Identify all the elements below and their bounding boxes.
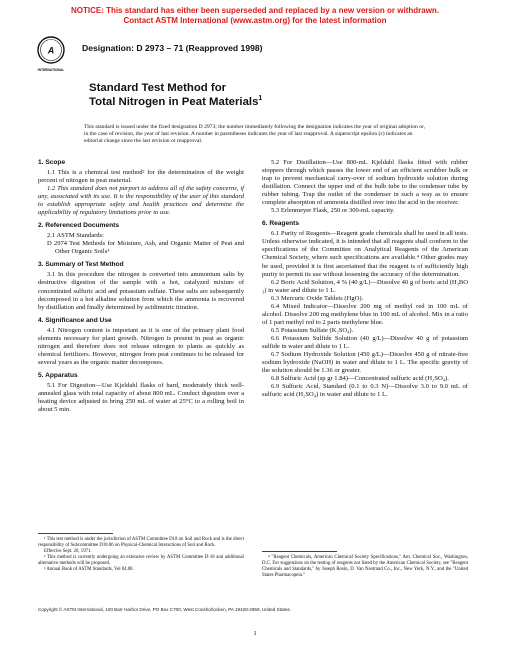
paragraph-6-3: 6.3 Mercuric Oxide Tablets (HgO).: [271, 294, 364, 302]
footnote-4: ⁴ "Reagent Chemicals, American Chemical Society Specifications," Am. Chemical Soc., Washington, D.C. For suggestions on the testing of reagents not listed by the American Chemical Society, see "Reagent Chemicals and Standards," by Joseph Rosin, D. Van Nostrand Co., Inc., New York, N.Y., and the "United States Pharmacopeia.": [262, 555, 468, 578]
paragraph-4-1: 4.1 Nitrogen content is important as it is one of the primary plant food elements necessary for plant growth. Nitrogen is present in peat as organic nitrogen and therefore does not release nitrogen to plants as quickly as chemical fertilizers. However, nitrogen from peat continues to be released for several years as the organic matter decomposes.: [38, 326, 244, 366]
right-column: [262, 159, 468, 399]
left-column: [38, 159, 244, 414]
footnote-rule-left: [38, 533, 113, 534]
footnote-1: ¹ This test method is under the jurisdiction of ASTM Committee D18 on Soil and Rock and is the direct responsibility of Subcommittee D18.06 on Physical-Chemical Interactions of Soil and Rock.: [38, 537, 244, 548]
notice-line-2: Contact ASTM International (www.astm.org) for the latest information: [123, 16, 387, 25]
section-heading-scope: 1. Scope: [38, 159, 66, 166]
section-heading-significance: 4. Significance and Use: [38, 316, 112, 324]
page-number: 1: [253, 630, 257, 637]
footnotes-left: [38, 537, 244, 573]
paragraph-6-1: 6.1 Purity of Reagents—Reagent grade chemicals shall be used in all tests. Unless otherwise indicated, it is intended that all reagents shall conform to the specifications of the Committee on Analytical Reagents of the American Chemical Society, where such specifications are available.⁴ Other grades may be used, provided it is first ascertained that the reagent is of sufficiently high purity to permit its use without lessening the accuracy of the determination.: [262, 230, 468, 278]
paragraph-5-3: 5.3 Erlenmeyer Flask, 250 or 300-mL capacity.: [271, 207, 395, 215]
notice-line-1: NOTICE: This standard has either been superseded and replaced by a new version or withdrawn.: [70, 6, 440, 15]
footnote-rule-right: [262, 551, 337, 552]
reference-d2974: D 2974 Test Methods for Moisture, Ash, and Organic Matter of Peat and Other Organic Soils³: [47, 240, 244, 256]
document-title: [89, 82, 262, 109]
section-heading-referenced-documents: 2. Referenced Documents: [38, 222, 119, 230]
paragraph-6-5: 6.5 Potassium Sulfate (K₂SO₄).: [271, 326, 354, 334]
paragraph-6-4: 6.4 Mixed Indicator—Dissolve 200 mg of methyl red in 100 mL of alcohol. Dissolve 200 mg methylene blue in 100 mL of alcohol. Mix in a ratio of 1 part methyl red to 2 parts methylene blue.: [262, 302, 468, 326]
withdrawn-notice: [0, 6, 510, 26]
footnote-3: ³ Annual Book of ASTM Standards, Vol 04.08.: [44, 567, 134, 572]
footnote-2: ² This method is currently undergoing an extensive review by ASTM Committee D-18 and additional alternative methods will be proposed.: [38, 555, 244, 566]
section-heading-reagents: 6. Reagents: [262, 220, 300, 228]
title-footnote-mark: 1: [258, 94, 263, 102]
paragraph-6-8: 6.8 Sulfuric Acid (sp gr 1.84)—Concentrated sulfuric acid (H₂SO₄).: [271, 375, 449, 383]
copyright-line: Copyright © ASTM International, 100 Barr Harbor Drive, PO Box C700, West Conshohocken, PA 19428-2959, United States.: [38, 607, 291, 612]
paragraph-1-1: 1.1 This is a chemical test method² for the determination of the weight percent of nitrogen in peat material.: [38, 169, 244, 185]
footnote-1-effective: Effective Sept. 20, 1971.: [44, 549, 92, 554]
svg-text:A: A: [47, 45, 55, 56]
title-line-2: [89, 96, 262, 110]
title-line-1: Standard Test Method for: [89, 82, 227, 94]
issuance-note: This standard is issued under the fixed designation D 2973; the number immediately following the designation indicates the year of original adoption or, in the case of revision, the year of last revision. A number in parentheses indicates the year of last reapproval. A superscript epsilon (ε) indicates an editorial change since the last revision or reapproval.: [84, 124, 426, 145]
paragraph-3-1: 3.1 In this procedure the nitrogen is converted into ammonium salts by destructive digestion of the sample with a hot, catalyzed mixture of concentrated sulfuric acid and potassium sulfate. These salts are subsequently decomposed in a hot alkaline solution from which the ammonia is recovered by distillation and finally determined by acidimetric titration.: [38, 271, 244, 311]
logo-text: INTERNATIONAL: [37, 68, 65, 72]
paragraph-1-2: 1.2 This standard does not purport to address all of the safety concerns, if any, associated with its use. It is the responsibility of the user of this standard to establish appropriate safety and health practices and determine the applicability of regulatory limitations prior to use.: [38, 185, 244, 217]
paragraph-6-9: 6.9 Sulfuric Acid, Standard (0.1 to 0.3 N)—Dissolve 3.0 to 9.0 mL of sulfuric acid (H₂SO₄) in water and dilute to 1 L.: [262, 383, 468, 399]
paragraph-5-2: 5.2 For Distillation—Use 800-mL Kjeldahl flasks fitted with rubber stoppers through which passes the lower end of an efficient scrubber bulk or trap to prevent mechanical carry-over of sodium hydroxide solution during distillation. Connect the upper end of the bulb tube to the condenser tube by rubber tubing. Trap the outlet of the condenser in such a way as to ensure complete absorption of ammonia distilled over into the acid in the receiver.: [262, 159, 468, 207]
paragraph-6-7: 6.7 Sodium Hydroxide Solution (450 g/L)—Dissolve 450 g of nitrate-free sodium hydroxide (NaOH) in water and dilute to 1 L. The specific gravity of the solution should be 1.36 or greater.: [262, 351, 468, 375]
section-heading-apparatus: 5. Apparatus: [38, 371, 78, 379]
section-heading-summary: 3. Summary of Test Method: [38, 261, 124, 269]
astm-logo-icon: [36, 34, 66, 74]
footnotes-right: [262, 555, 468, 579]
designation: Designation: D 2973 – 71 (Reapproved 1998): [82, 43, 263, 53]
title-line-2-text: Total Nitrogen in Peat Materials: [89, 95, 259, 108]
paragraph-6-2: 6.2 Boric Acid Solution, 4 % (40 g/L)—Dissolve 40 g of boric acid (H₃BO ₃) in water and dilute to 1 L.: [262, 278, 468, 294]
paragraph-5-1: 5.1 For Digestion—Use Kjeldahl flasks of hard, moderately thick well-annealed glass with total capacity of about 800 mL. Conduct digestion over a heating device adjusted to bring 250 mL of water at 25°C to a rolling boil in about 5 min.: [38, 381, 244, 414]
paragraph-2-1: 2.1 ASTM Standards:: [47, 232, 104, 240]
paragraph-6-6: 6.6 Potassium Sulfide Solution (40 g/L)—Dissolve 40 g of potassium sulfide in water and dilute to 1 L.: [262, 334, 468, 350]
